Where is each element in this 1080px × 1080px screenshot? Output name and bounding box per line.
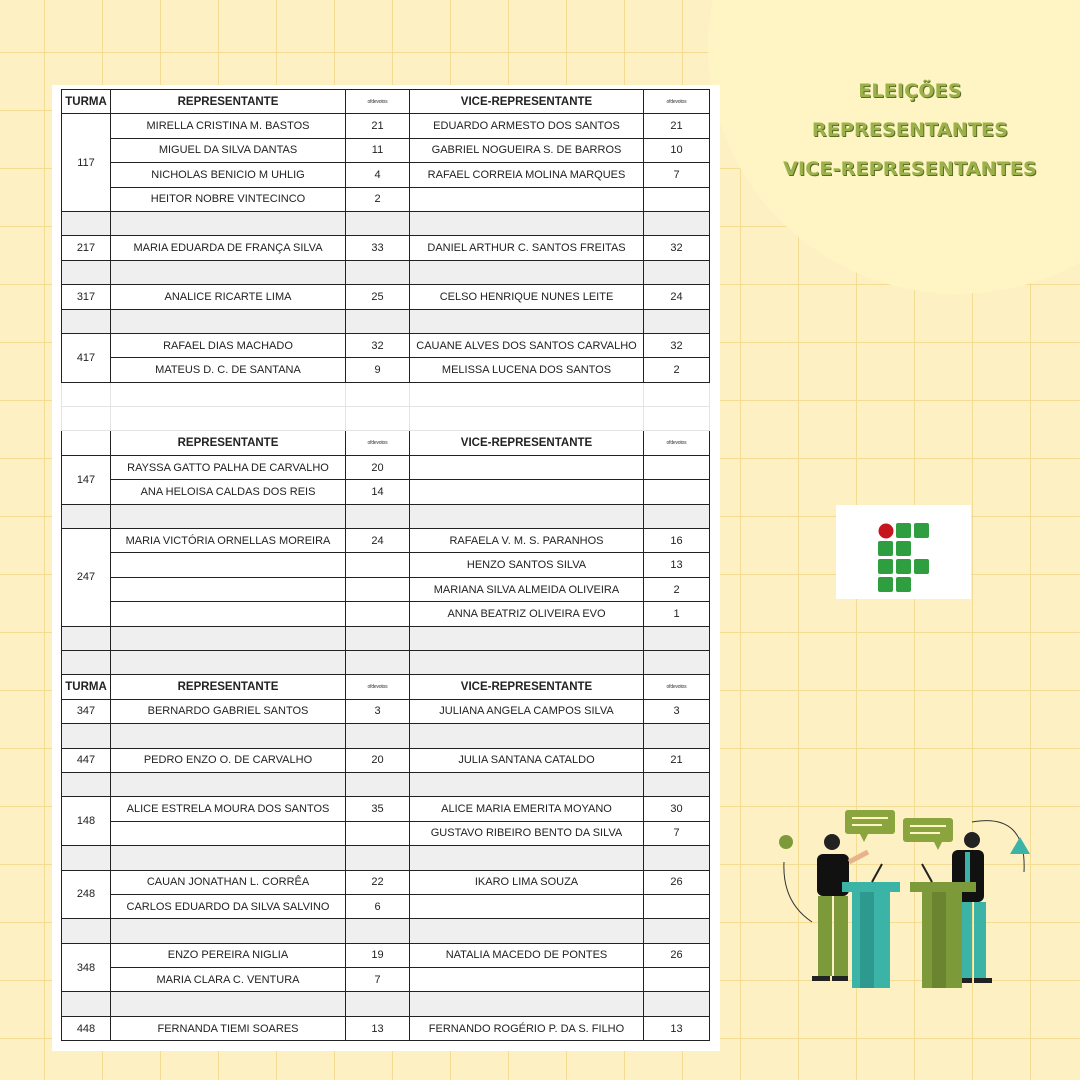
representante-cell: MARIA VICTÓRIA ORNELLAS MOREIRA (111, 529, 346, 553)
separator-cell (62, 724, 111, 748)
vice-representante-cell: DANIEL ARTHUR C. SANTOS FREITAS (410, 236, 644, 260)
table-row (62, 211, 710, 235)
turma-cell: 347 (62, 699, 111, 723)
empty-cell (644, 382, 710, 406)
votes-header: ofdevotos (346, 90, 410, 114)
votes-cell: 20 (346, 748, 410, 772)
votes-cell: 2 (346, 187, 410, 211)
vice-representante-cell: EDUARDO ARMESTO DOS SANTOS (410, 114, 644, 138)
representante-cell: RAFAEL DIAS MACHADO (111, 333, 346, 357)
vice-representante-cell: ANNA BEATRIZ OLIVEIRA EVO (410, 602, 644, 626)
empty-cell (346, 407, 410, 431)
representante-cell: BERNARDO GABRIEL SANTOS (111, 699, 346, 723)
vice-representante-cell: FERNANDO ROGÉRIO P. DA S. FILHO (410, 1016, 644, 1040)
separator-cell (644, 846, 710, 870)
separator-cell (644, 626, 710, 650)
representante-cell: HEITOR NOBRE VINTECINCO (111, 187, 346, 211)
separator-cell (410, 846, 644, 870)
representante-cell (111, 602, 346, 626)
empty-cell (410, 382, 644, 406)
empty-cell (62, 407, 111, 431)
vice-representante-cell: RAFAELA V. M. S. PARANHOS (410, 529, 644, 553)
turma-cell: 447 (62, 748, 111, 772)
separator-cell (644, 772, 710, 796)
empty-cell (62, 382, 111, 406)
votes-cell: 35 (346, 797, 410, 821)
separator-cell (410, 260, 644, 284)
table-row (62, 577, 710, 601)
vice-votes-cell: 3 (644, 699, 710, 723)
table-row (62, 992, 710, 1016)
separator-cell (644, 211, 710, 235)
empty-cell (644, 407, 710, 431)
vice-representante-cell: JULIA SANTANA CATALDO (410, 748, 644, 772)
votes-cell: 21 (346, 114, 410, 138)
representante-cell: ANA HELOISA CALDAS DOS REIS (111, 480, 346, 504)
table-row (62, 650, 710, 674)
votes-cell: 14 (346, 480, 410, 504)
representante-cell: CARLOS EDUARDO DA SILVA SALVINO (111, 894, 346, 918)
separator-cell (62, 309, 111, 333)
table-row (62, 90, 710, 114)
vice-votes-cell (644, 455, 710, 479)
table-row (62, 553, 710, 577)
separator-cell (644, 504, 710, 528)
vice-representante-cell: NATALIA MACEDO DE PONTES (410, 943, 644, 967)
table-row (62, 846, 710, 870)
vice-representante-cell: HENZO SANTOS SILVA (410, 553, 644, 577)
separator-cell (111, 992, 346, 1016)
table-row (62, 675, 710, 699)
separator-cell (346, 309, 410, 333)
separator-cell (62, 992, 111, 1016)
vice-representante-cell (410, 187, 644, 211)
table-row (62, 333, 710, 357)
votes-cell: 25 (346, 285, 410, 309)
vice-votes-cell: 2 (644, 577, 710, 601)
turma-cell: 317 (62, 285, 111, 309)
vice-votes-cell: 21 (644, 114, 710, 138)
vice-representante-cell: GABRIEL NOGUEIRA S. DE BARROS (410, 138, 644, 162)
table-row (62, 285, 710, 309)
separator-cell (111, 919, 346, 943)
votes-cell: 6 (346, 894, 410, 918)
separator-cell (62, 626, 111, 650)
separator-cell (62, 919, 111, 943)
vice-representante-header: VICE-REPRESENTANTE (410, 90, 644, 114)
separator-cell (410, 724, 644, 748)
separator-cell (410, 650, 644, 674)
table-row (62, 626, 710, 650)
table-row (62, 968, 710, 992)
votes-cell (346, 577, 410, 601)
turma-cell: 417 (62, 333, 111, 382)
vice-representante-header: VICE-REPRESENTANTE (410, 431, 644, 455)
separator-cell (410, 309, 644, 333)
representante-cell: PEDRO ENZO O. DE CARVALHO (111, 748, 346, 772)
votes-header: ofdevotos (346, 675, 410, 699)
table-row (62, 358, 710, 382)
votes-cell: 13 (346, 1016, 410, 1040)
representante-header: REPRESENTANTE (111, 675, 346, 699)
separator-cell (644, 992, 710, 1016)
separator-cell (62, 260, 111, 284)
table-row (62, 455, 710, 479)
separator-cell (62, 211, 111, 235)
vice-representante-cell (410, 894, 644, 918)
table-row (62, 1016, 710, 1040)
votes-cell: 22 (346, 870, 410, 894)
institute-logo-icon (836, 505, 971, 599)
votes-table (61, 89, 710, 1041)
vice-representante-cell: RAFAEL CORREIA MOLINA MARQUES (410, 163, 644, 187)
votes-cell: 33 (346, 236, 410, 260)
vice-representante-cell (410, 480, 644, 504)
vice-representante-cell (410, 968, 644, 992)
vice-votes-cell: 26 (644, 870, 710, 894)
vice-votes-cell (644, 968, 710, 992)
representante-cell: FERNANDA TIEMI SOARES (111, 1016, 346, 1040)
votes-cell (346, 553, 410, 577)
representante-cell: MARIA EDUARDA DE FRANÇA SILVA (111, 236, 346, 260)
vice-votes-cell: 26 (644, 943, 710, 967)
title-line-3: VICE-REPRESENTANTES (783, 158, 1037, 180)
table-row (62, 236, 710, 260)
separator-cell (111, 772, 346, 796)
representante-cell: MIRELLA CRISTINA M. BASTOS (111, 114, 346, 138)
separator-cell (346, 772, 410, 796)
turma-header: TURMA (62, 90, 111, 114)
table-row (62, 602, 710, 626)
votes-cell: 32 (346, 333, 410, 357)
vice-votes-cell: 32 (644, 236, 710, 260)
vice-votes-cell: 24 (644, 285, 710, 309)
vice-representante-cell: IKARO LIMA SOUZA (410, 870, 644, 894)
separator-cell (62, 772, 111, 796)
separator-cell (62, 504, 111, 528)
vice-representante-cell: CAUANE ALVES DOS SANTOS CARVALHO (410, 333, 644, 357)
vice-votes-cell: 1 (644, 602, 710, 626)
table-row (62, 138, 710, 162)
table-row (62, 919, 710, 943)
turma-cell: 117 (62, 114, 111, 212)
separator-cell (62, 846, 111, 870)
table-row (62, 407, 710, 431)
representante-cell: MIGUEL DA SILVA DANTAS (111, 138, 346, 162)
vice-representante-cell: ALICE MARIA EMERITA MOYANO (410, 797, 644, 821)
table-row (62, 894, 710, 918)
votes-cell (346, 602, 410, 626)
separator-cell (346, 650, 410, 674)
vice-representante-cell (410, 455, 644, 479)
turma-cell: 147 (62, 455, 111, 504)
representante-cell (111, 821, 346, 845)
votes-cell (346, 821, 410, 845)
vice-votes-cell (644, 894, 710, 918)
turma-cell: 247 (62, 529, 111, 627)
vice-representante-cell: GUSTAVO RIBEIRO BENTO DA SILVA (410, 821, 644, 845)
table-row (62, 431, 710, 455)
votes-cell: 3 (346, 699, 410, 723)
table-row (62, 382, 710, 406)
vice-votes-header: ofdevotos (644, 675, 710, 699)
vice-representante-cell: MELISSA LUCENA DOS SANTOS (410, 358, 644, 382)
representante-cell: ANALICE RICARTE LIMA (111, 285, 346, 309)
votes-cell: 4 (346, 163, 410, 187)
votes-cell: 20 (346, 455, 410, 479)
separator-cell (644, 724, 710, 748)
separator-cell (346, 504, 410, 528)
representante-cell: CAUAN JONATHAN L. CORRÊA (111, 870, 346, 894)
separator-cell (111, 211, 346, 235)
separator-cell (111, 260, 346, 284)
vice-votes-cell: 10 (644, 138, 710, 162)
empty-cell (410, 407, 644, 431)
table-row (62, 772, 710, 796)
table-row (62, 797, 710, 821)
spreadsheet (52, 85, 720, 1051)
vice-votes-cell: 21 (644, 748, 710, 772)
representante-cell: MATEUS D. C. DE SANTANA (111, 358, 346, 382)
separator-cell (346, 724, 410, 748)
separator-cell (410, 992, 644, 1016)
vice-representante-cell: CELSO HENRIQUE NUNES LEITE (410, 285, 644, 309)
separator-cell (644, 309, 710, 333)
separator-cell (644, 650, 710, 674)
separator-cell (410, 504, 644, 528)
table-row (62, 114, 710, 138)
votes-cell: 19 (346, 943, 410, 967)
title-line-2: REPRESENTANTES (811, 119, 1009, 141)
representante-cell: MARIA CLARA C. VENTURA (111, 968, 346, 992)
table-row (62, 163, 710, 187)
separator-cell (346, 211, 410, 235)
turma-cell: 248 (62, 870, 111, 919)
separator-cell (346, 260, 410, 284)
vice-representante-cell: MARIANA SILVA ALMEIDA OLIVEIRA (410, 577, 644, 601)
separator-cell (111, 626, 346, 650)
vice-votes-cell: 7 (644, 163, 710, 187)
table-row (62, 504, 710, 528)
table-row (62, 748, 710, 772)
representante-cell: ALICE ESTRELA MOURA DOS SANTOS (111, 797, 346, 821)
turma-header: TURMA (62, 675, 111, 699)
separator-cell (410, 919, 644, 943)
vice-votes-cell: 13 (644, 553, 710, 577)
separator-cell (644, 260, 710, 284)
vice-votes-cell: 16 (644, 529, 710, 553)
table-row (62, 699, 710, 723)
vice-votes-header: ofdevotos (644, 431, 710, 455)
separator-cell (111, 846, 346, 870)
empty-cell (346, 382, 410, 406)
votes-cell: 9 (346, 358, 410, 382)
vice-votes-cell: 30 (644, 797, 710, 821)
vice-votes-header: ofdevotos (644, 90, 710, 114)
table-row (62, 724, 710, 748)
empty-cell (111, 382, 346, 406)
representante-cell: NICHOLAS BENICIO M UHLIG (111, 163, 346, 187)
separator-cell (410, 626, 644, 650)
table-row (62, 870, 710, 894)
votes-cell: 11 (346, 138, 410, 162)
separator-cell (410, 211, 644, 235)
vice-votes-cell: 13 (644, 1016, 710, 1040)
table-row (62, 260, 710, 284)
representante-header: REPRESENTANTE (111, 431, 346, 455)
representante-cell: RAYSSA GATTO PALHA DE CARVALHO (111, 455, 346, 479)
table-row (62, 529, 710, 553)
vice-representante-cell: JULIANA ANGELA CAMPOS SILVA (410, 699, 644, 723)
separator-cell (111, 504, 346, 528)
table-row (62, 309, 710, 333)
representante-cell (111, 553, 346, 577)
vice-votes-cell: 2 (644, 358, 710, 382)
separator-cell (644, 919, 710, 943)
turma-cell: 448 (62, 1016, 111, 1040)
representante-cell: ENZO PEREIRA NIGLIA (111, 943, 346, 967)
title-line-1: ELEIÇÕES (858, 80, 962, 102)
turma-header (62, 431, 111, 455)
vice-representante-header: VICE-REPRESENTANTE (410, 675, 644, 699)
table-row (62, 943, 710, 967)
separator-cell (346, 919, 410, 943)
separator-cell (346, 992, 410, 1016)
vice-votes-cell (644, 480, 710, 504)
separator-cell (346, 626, 410, 650)
vice-votes-cell: 32 (644, 333, 710, 357)
separator-cell (346, 846, 410, 870)
separator-cell (111, 650, 346, 674)
votes-cell: 24 (346, 529, 410, 553)
representante-header: REPRESENTANTE (111, 90, 346, 114)
votes-cell: 7 (346, 968, 410, 992)
representante-cell (111, 577, 346, 601)
table-row (62, 187, 710, 211)
separator-cell (62, 650, 111, 674)
turma-cell: 217 (62, 236, 111, 260)
vice-votes-cell: 7 (644, 821, 710, 845)
table-row (62, 480, 710, 504)
debate-podium-illustration (772, 802, 1040, 1002)
empty-cell (111, 407, 346, 431)
table-row (62, 821, 710, 845)
vice-votes-cell (644, 187, 710, 211)
turma-cell: 148 (62, 797, 111, 846)
separator-cell (410, 772, 644, 796)
page-title (760, 72, 1060, 189)
turma-cell: 348 (62, 943, 111, 992)
votes-header: ofdevotos (346, 431, 410, 455)
separator-cell (111, 309, 346, 333)
separator-cell (111, 724, 346, 748)
